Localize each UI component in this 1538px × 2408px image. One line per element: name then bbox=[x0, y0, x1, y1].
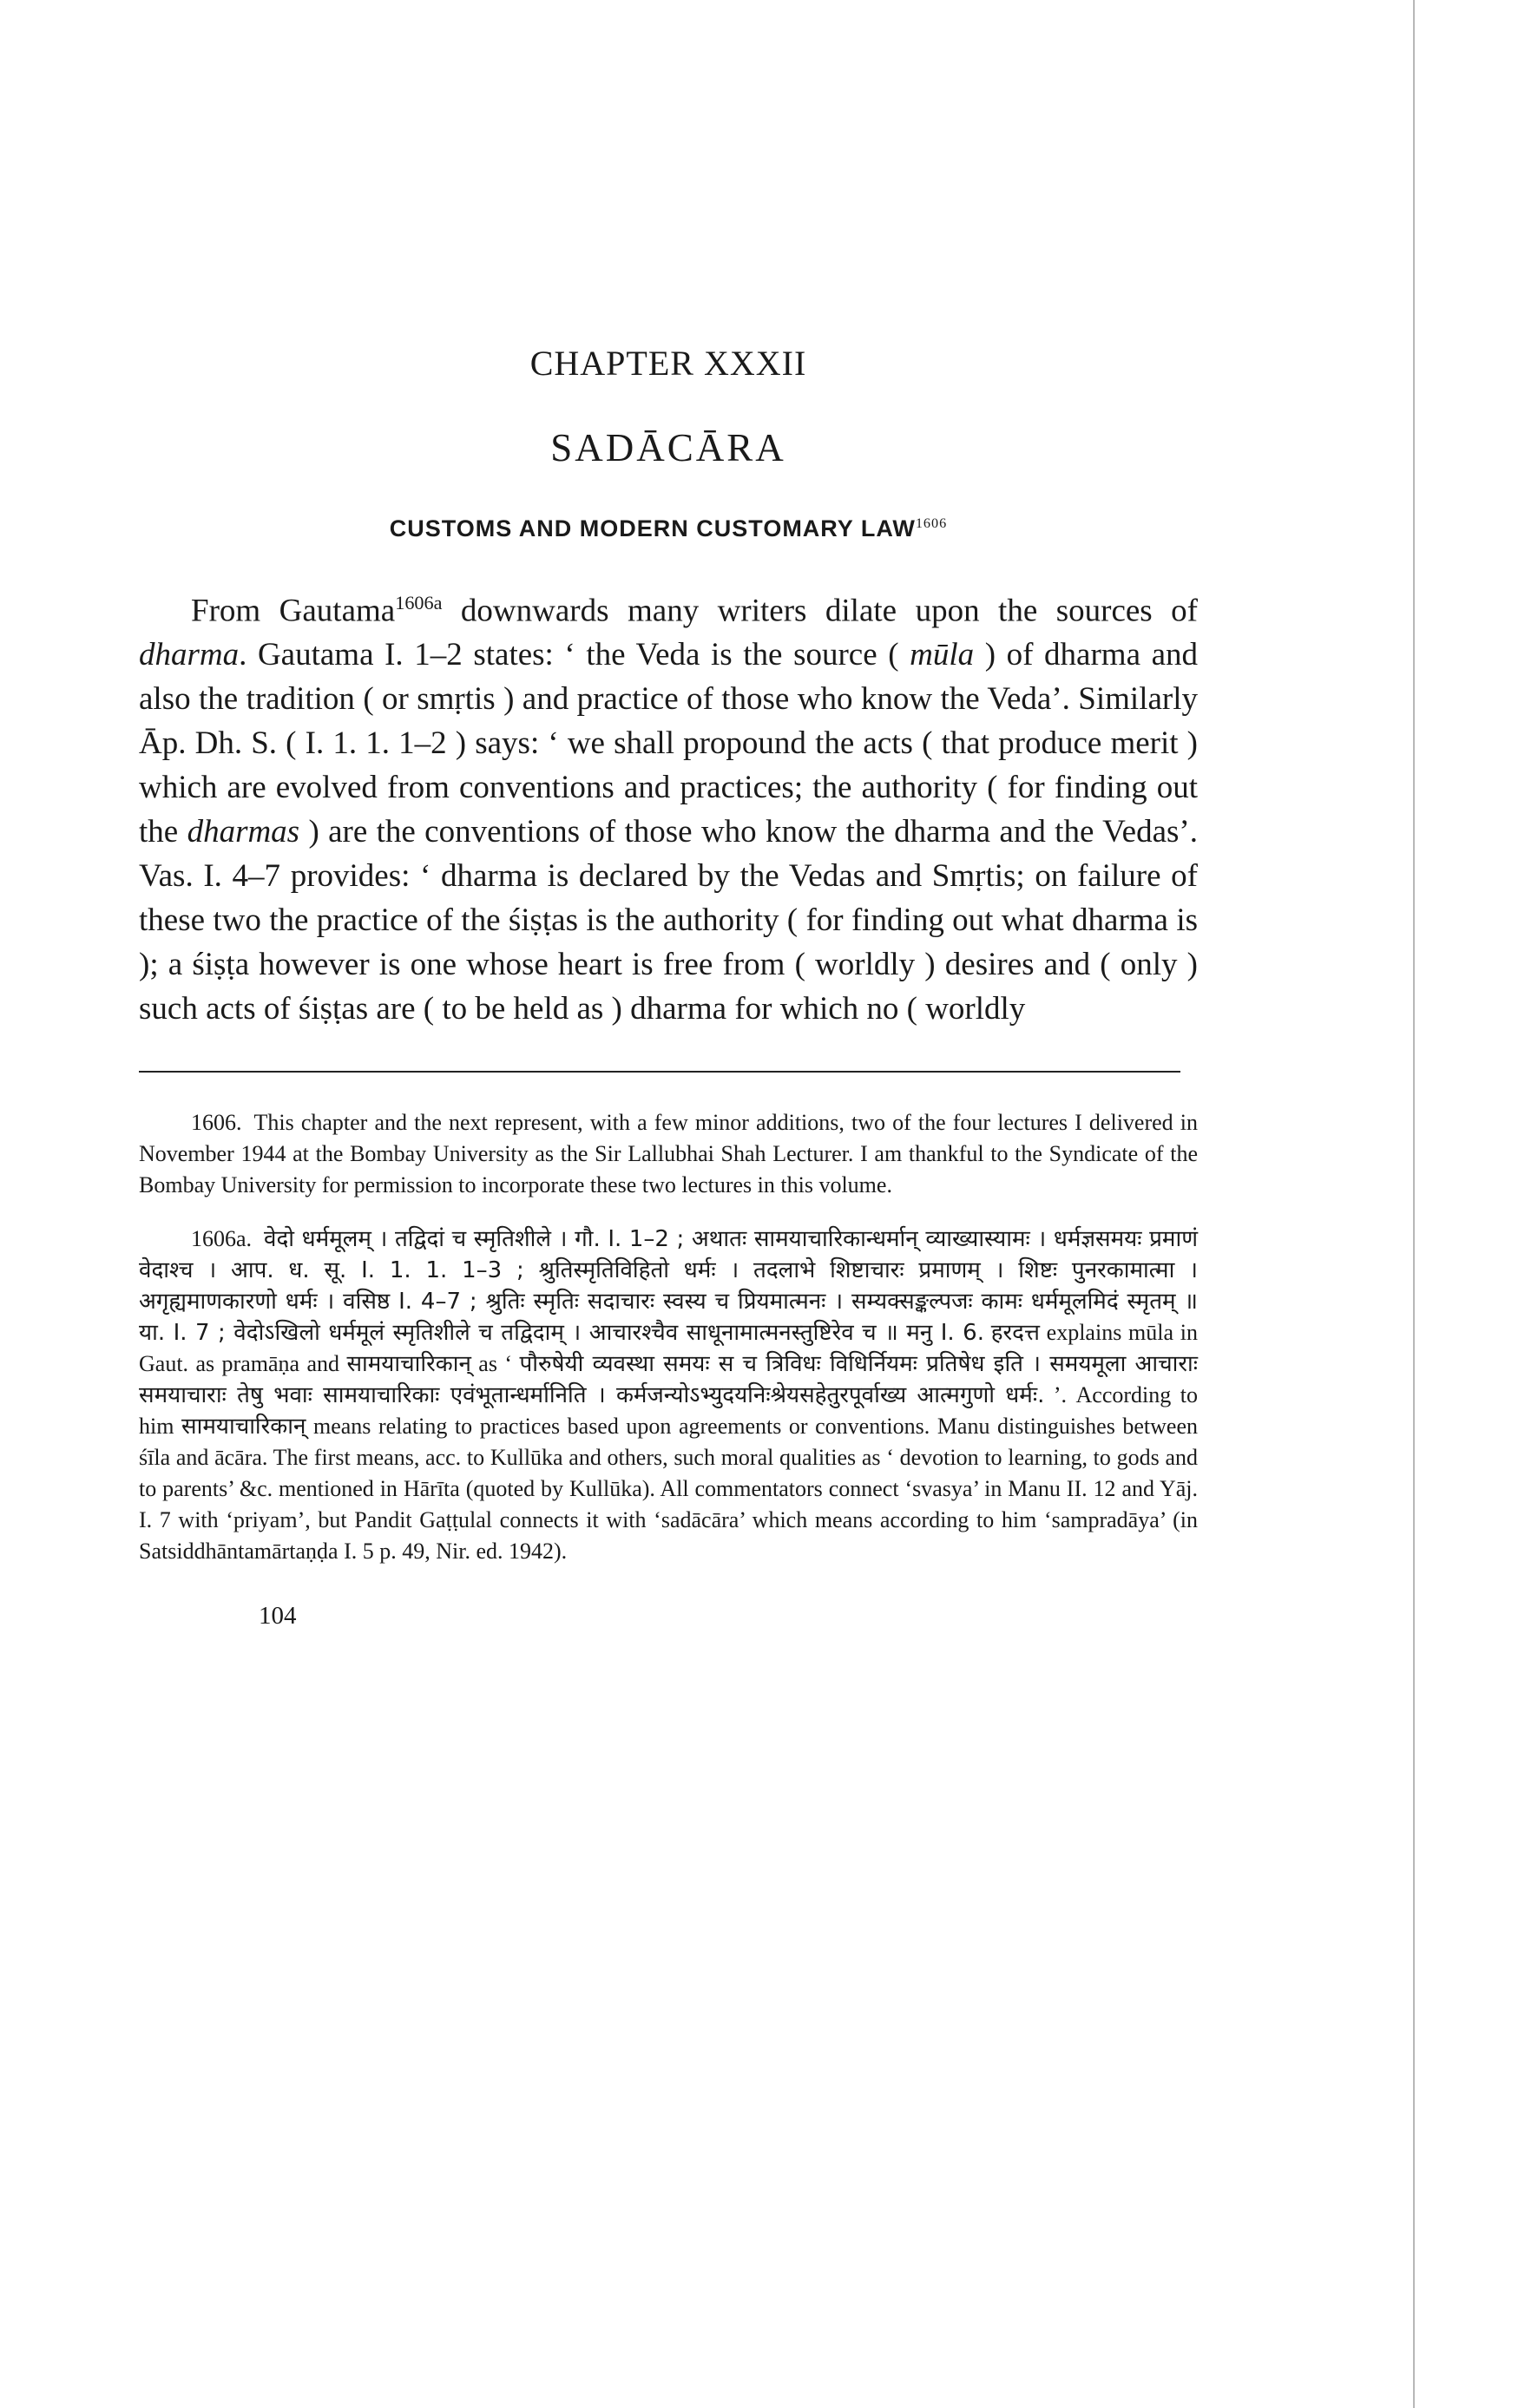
footnote-text: हरदत्त explains mūla in Gaut. as pramāṇa and bbox=[139, 1320, 1198, 1377]
book-page bbox=[139, 343, 1198, 1630]
section-heading bbox=[139, 515, 1198, 542]
body-italic-dharmas: dharmas bbox=[187, 814, 300, 850]
page-number: 104 bbox=[259, 1602, 297, 1630]
chapter-title: SADĀCĀRA bbox=[550, 426, 786, 469]
footnote-ref-1606a: 1606a bbox=[395, 592, 443, 613]
footnote-sanskrit-term: सामयाचारिकान् bbox=[181, 1414, 306, 1440]
footnote-1606a bbox=[139, 1224, 1198, 1567]
footnote-separator bbox=[139, 1071, 1180, 1073]
footnote-text: This chapter and the next represent, with a few minor additions, two of the four lectures I delivered in November 1944 at the Bombay University as the Sir Lallubhai Shah Lecturer. I am thankful to the Syndicate of the Bombay University for permission to incorporate these two lectures in this volume. bbox=[139, 1110, 1198, 1198]
footnote-sanskrit-quote: वेदो धर्ममूलम् । तद्विदां च स्मृतिशीले । गौ. I. 1–2 ; अथातः सामयाचारिकान्धर्मान् व्याख्यास्यामः । धर्मज्ञसमयः प्रमाणं वेदाश्च । आप. ध. सू. I. 1. 1. 1–3 ; श्रुतिस्मृतिविहितो धर्मः । तदलाभे शिष्टाचारः प्रमाणम् । शिष्टः पुनरकामात्मा । अगृह्यमाणकारणो धर्मः । वसिष्ठ I. 4–7 ; श्रुतिः स्मृतिः सदाचारः स्वस्य च प्रियमात्मनः । सम्यक्सङ्कल्पजः कामः धर्ममूलमिदं स्मृतम् ॥ या. I. 7 ; वेदोऽखिलो धर्ममूलं स्मृतिशीले च तद्विदाम् । आचारश्चैव साधूनामात्मनस्तुष्टिरेव च ॥ मनु I. 6. bbox=[139, 1226, 1198, 1347]
body-paragraph bbox=[139, 581, 1198, 1031]
chapter-number: CHAPTER XXXII bbox=[529, 344, 807, 383]
body-text-part1: downwards many writers dilate upon the sources of bbox=[442, 593, 1199, 629]
footnote-number: 1606. bbox=[191, 1110, 242, 1136]
page-edge-line bbox=[1413, 0, 1415, 2408]
body-text-start: From Gautama bbox=[191, 593, 396, 629]
body-italic-mula: mūla bbox=[910, 637, 975, 673]
footnote-number: 1606a. bbox=[191, 1226, 253, 1252]
section-heading-footnote-ref: 1606 bbox=[915, 515, 948, 531]
footnote-text: as ‘ bbox=[470, 1351, 520, 1377]
body-italic-dharma: dharma bbox=[139, 637, 240, 673]
footnote-sanskrit-gloss: पौरुषेयी व्यवस्था समयः स च त्रिविधः विधिर्नियमः प्रतिषेध इति । समयमूला आचाराः समयाचाराः तेषु भवाः सामयाचारिकाः एवंभूतान्धर्मानिति । कर्मजन्योऽभ्युदयनिःश्रेयसहेतुरपूर्वाख्य आत्मगुणो धर्मः. bbox=[139, 1351, 1198, 1409]
footnote-1606 bbox=[139, 1107, 1198, 1201]
body-text-part2: . Gautama I. 1–2 states: ‘ the Veda is the source ( bbox=[239, 637, 910, 673]
section-heading-text: CUSTOMS AND MODERN CUSTOMARY LAW bbox=[389, 515, 916, 541]
body-text-part3: ) of dharma and also the tradition ( or smṛtis ) and practice of those who know the Veda’. Similarly Āp. Dh. S. ( I. 1. 1. 1–2 ) says: ‘ we shall propound the acts ( that produce merit ) which are evolved from conventions and practices; the authority ( for finding out the bbox=[139, 637, 1199, 850]
footnote-text: ’. According to him bbox=[139, 1382, 1199, 1440]
footnote-text: means relating to practices based upon agreements or conventions. Manu distinguishes between śīla and ācāra. The first means, acc. to Kullūka and others, such moral qualities as ‘ devotion to learning, to gods and to parents’ &c. mentioned in Hārīta (quoted by Kullūka). All commentators connect ‘svasya’ in Manu II. 12 and Yāj. I. 7 with ‘priyam’, but Pandit Gaṭṭulal connects it with ‘sadācāra’ which means according to him ‘sampradāya’ (in Satsiddhāntamārtaṇḍa I. 5 p. 49, Nir. ed. 1942). bbox=[139, 1414, 1198, 1565]
body-text-part4: ) are the conventions of those who know the dharma and the Vedas’. Vas. I. 4–7 provides: ‘ dharma is declared by the Vedas and Smṛtis; on failure of these two the practice of the śiṣṭas is the authority ( for finding out what dharma is ); a śiṣṭa however is one whose heart is free from ( worldly ) desires and ( only ) such acts of śiṣṭas are ( to be held as ) dharma for which no ( worldly bbox=[139, 814, 1198, 1027]
footnote-sanskrit-term: सामयाचारिकान् bbox=[346, 1351, 471, 1378]
